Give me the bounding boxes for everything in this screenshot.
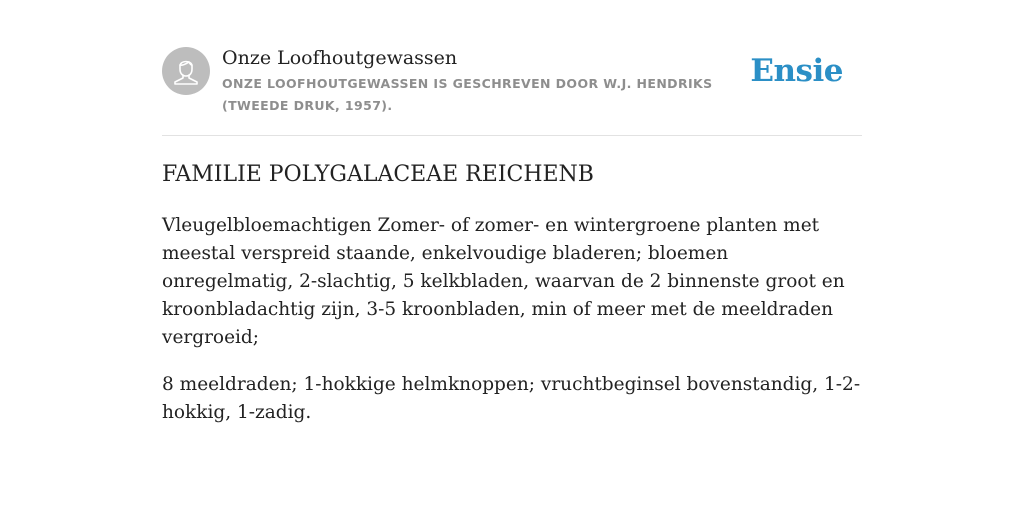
entry-paragraph: Vleugelbloemachtigen Zomer- of zomer- en wintergroene planten met meestal verspreid staande, enkelvoudige bladeren; bloemen onregelmatig, 2-slachtig, 5 kelkbladen, waarvan de 2 binnenste groot en kroonbladachtig zijn, 3-5 kroonbladen, min of meer met de meeldraden vergroeid;	[162, 215, 845, 348]
source-avatar	[162, 47, 210, 95]
source-description: ONZE LOOFHOUTGEWASSEN IS GESCHREVEN DOOR W.J. HENDRIKS (TWEEDE DRUK, 1957).	[222, 76, 713, 113]
entry-title: FAMILIE POLYGALACEAE REICHENB	[162, 162, 594, 187]
source-title[interactable]: Onze Loofhoutgewassen	[222, 47, 458, 69]
source-header	[162, 44, 862, 136]
ensie-logo[interactable]: Ensie	[750, 53, 843, 89]
entry-paragraph: 8 meeldraden; 1-hokkige helmknoppen; vruchtbeginsel bovenstandig, 1-2-hokkig, 1-zadig.	[162, 374, 861, 423]
person-icon	[162, 47, 210, 95]
entry-body	[162, 212, 862, 446]
